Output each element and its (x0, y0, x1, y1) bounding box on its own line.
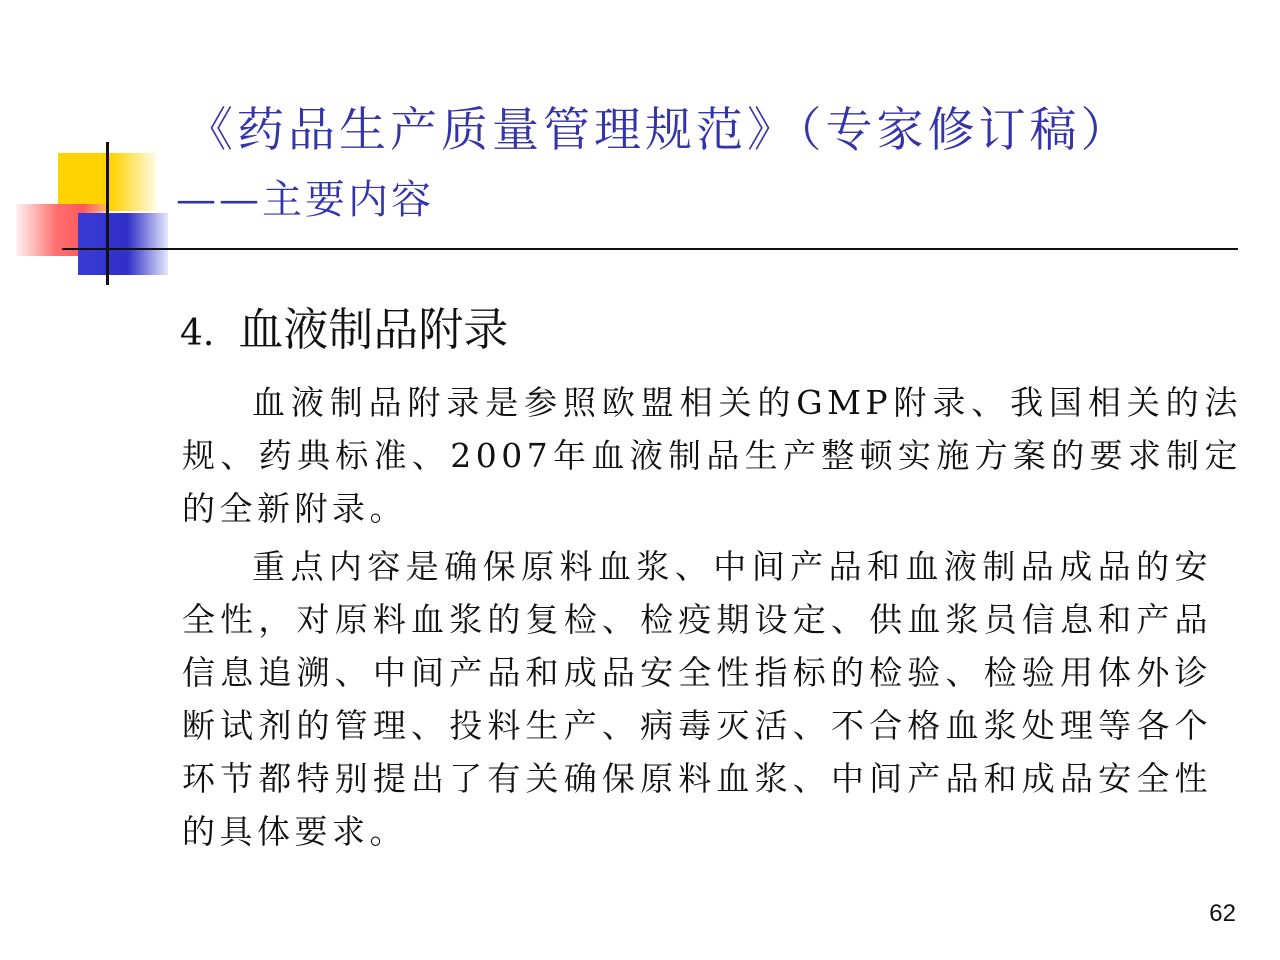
body-paragraph-2: 重点内容是确保原料血浆、中间产品和血液制品成品的安全性，对原料血浆的复检、检疫期设定、供血浆员信息和产品信息追溯、中间产品和成品安全性指标的检验、检验用体外诊断试剂的管理、投料生产、病毒灭活、不合格血浆处理等各个环节都特别提出了有关确保原料血浆、中间产品和成品安全性的具体要求。 (182, 547, 1212, 851)
slide-title: 《药品生产质量管理规范》（专家修订稿） (186, 103, 1132, 158)
slide-subtitle: ——主要内容 (176, 177, 434, 223)
section-title: 血液制品附录 (238, 303, 509, 356)
body-paragraph-1: 血液制品附录是参照欧盟相关的GMP附录、我国相关的法规、药典标准、2007年血液制品生产整顿实施方案的要求制定的全新附录。 (182, 383, 1242, 528)
decor-blue-block (78, 213, 168, 275)
section-number: 4. (180, 313, 215, 354)
decor-vertical-line (106, 142, 109, 285)
section-heading (180, 300, 508, 364)
page-number: 62 (1209, 900, 1236, 927)
title-divider-line (62, 248, 1238, 250)
